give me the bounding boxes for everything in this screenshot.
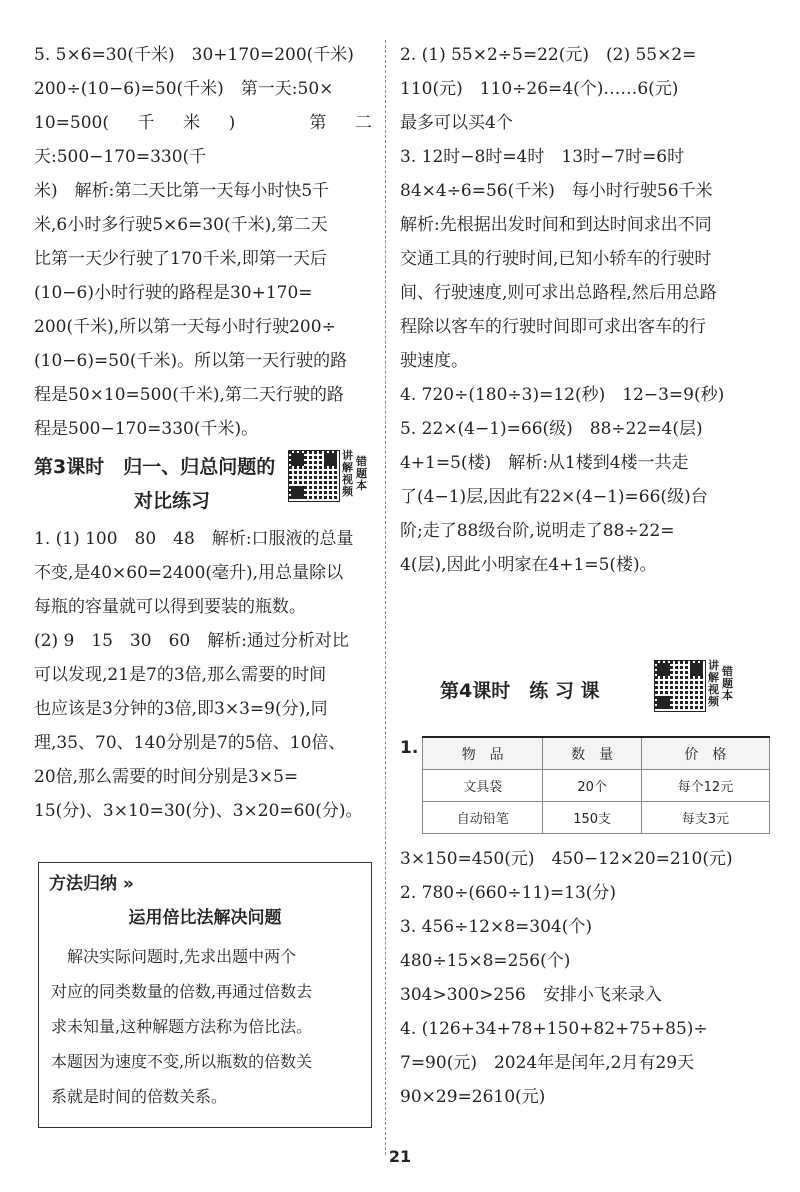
qr-char: 本: [722, 689, 733, 702]
text-line: 3. 12时−8时=4时 13时−7时=6时: [400, 147, 685, 167]
box-subtitle: 运用倍比法解决问题: [128, 908, 282, 928]
table-cell: 20个: [543, 770, 641, 802]
text-line: 90×29=2610(元): [400, 1087, 546, 1107]
text-line: 比第一天少行驶了170千米,即第一天后: [34, 249, 327, 269]
text-line: 本题因为速度不变,所以瓶数的倍数关: [51, 1052, 313, 1071]
qr-char: 题: [722, 677, 733, 690]
text-line: 阶;走了88级台阶,说明走了88÷22=: [400, 521, 675, 541]
qr-code-icon[interactable]: [654, 660, 706, 712]
qr-char: 解: [342, 461, 353, 474]
text-line: 2. 780÷(660÷11)=13(分): [400, 883, 617, 903]
table-header: 价 格: [641, 737, 769, 770]
text-line: 4. 720÷(180÷3)=12(秒) 12−3=9(秒): [400, 385, 725, 405]
text-line: 10=500(千米) 第二天:500−170=330(千: [34, 113, 372, 167]
text-line: 程是500−170=330(千米)。: [34, 419, 259, 439]
table-header: 数 量: [543, 737, 641, 770]
table-cell: 自动铅笔: [423, 802, 543, 834]
text-line: 米,6小时多行驶5×6=30(千米),第二天: [34, 215, 328, 235]
table-header-row: [423, 737, 770, 770]
qr-char: 解: [708, 671, 719, 684]
text-line: 每瓶的容量就可以得到要装的瓶数。: [34, 597, 306, 617]
text-line: 200÷(10−6)=50(千米) 第一天:50×: [34, 79, 334, 99]
text-line: 3×150=450(元) 450−12×20=210(元): [400, 849, 733, 869]
lesson-4-heading: [400, 656, 772, 726]
text-line: 解析:先根据出发时间和到达时间求出不同: [400, 215, 712, 235]
left-column: [34, 38, 372, 828]
text-line: 间、行驶速度,则可求出总路程,然后用总路: [400, 283, 717, 303]
text-line: 200(千米),所以第一天每小时行驶200÷: [34, 317, 336, 337]
qr-char: 讲: [342, 449, 353, 462]
column-divider: [385, 40, 386, 1155]
qr-char: 讲: [708, 659, 719, 672]
qr-char: 视: [708, 683, 719, 696]
table-cell: 每支3元: [641, 802, 769, 834]
answers-q2-q5: [400, 38, 772, 582]
qr-char: 题: [356, 467, 367, 480]
text-line: 4(层),因此小明家在4+1=5(楼)。: [400, 555, 657, 575]
text-line: 系就是时间的倍数关系。: [51, 1087, 228, 1106]
text-line: 程是50×10=500(千米),第二天行驶的路: [34, 385, 344, 405]
table-cell: 每个12元: [641, 770, 769, 802]
table-cell: 文具袋: [423, 770, 543, 802]
qr-char: 视: [342, 473, 353, 486]
text-line: 3. 456÷12×8=304(个): [400, 917, 592, 937]
text-line: 程除以客车的行驶时间即可求出客车的行: [400, 317, 706, 337]
text-line: 2. (1) 55×2÷5=22(元) (2) 55×2=: [400, 45, 697, 65]
page-number: 21: [388, 1147, 412, 1166]
text-line: 304>300>256 安排小飞来录入: [400, 985, 662, 1005]
text-line: 5. 5×6=30(千米) 30+170=200(千米): [34, 45, 354, 65]
qr-char: 本: [356, 479, 367, 492]
text-line: 也应该是3分钟的3倍,即3×3=9(分),同: [34, 699, 328, 719]
qr-char: 频: [342, 485, 353, 498]
answer-q1: [34, 522, 372, 828]
qr-code-icon[interactable]: [288, 450, 340, 502]
text-line: 5. 22×(4−1)=66(级) 88÷22=4(层): [400, 419, 703, 439]
text-line: 解决实际问题时,先求出题中两个: [51, 947, 297, 966]
table-cell: 150支: [543, 802, 641, 834]
text-line: 最多可以买4个: [400, 113, 513, 133]
text-line: 15(分)、3×10=30(分)、3×20=60(分)。: [34, 801, 363, 821]
lesson-title-line2: 对比练习: [134, 490, 211, 512]
answer-q5: [34, 38, 372, 446]
text-line: 480÷15×8=256(个): [400, 951, 571, 971]
text-line: 不变,是40×60=2400(毫升),用总量除以: [34, 563, 344, 583]
text-line: 20倍,那么需要的时间分别是3×5=: [34, 767, 299, 787]
text-line: 了(4−1)层,因此有22×(4−1)=66(级)台: [400, 487, 708, 507]
table-row: [423, 802, 770, 834]
lesson-title: 第4课时 练 习 课: [440, 680, 600, 702]
qr-char: 错: [356, 455, 367, 468]
box-title: 方法归纳 »: [49, 874, 134, 894]
text-line: 交通工具的行驶时间,已知小轿车的行驶时: [400, 249, 712, 269]
text-line: 7=90(元) 2024年是闰年,2月有29天: [400, 1053, 695, 1073]
text-line: (10−6)=50(千米)。所以第一天行驶的路: [34, 351, 348, 371]
text-line: 可以发现,21是7的3倍,那么需要的时间: [34, 665, 327, 685]
qr-char: 错: [722, 665, 733, 678]
lesson-3-heading: [34, 446, 372, 516]
table-header: 物 品: [423, 737, 543, 770]
text-line: 110(元) 110÷26=4(个)……6(元): [400, 79, 679, 99]
table-question-number: 1.: [400, 738, 419, 758]
text-line: 1. (1) 100 80 48 解析:口服液的总量: [34, 529, 354, 549]
text-line: 驶速度。: [400, 351, 468, 371]
box-body: [51, 939, 361, 1114]
text-line: 84×4÷6=56(千米) 每小时行驶56千米: [400, 181, 713, 201]
item-price-table: [422, 736, 770, 834]
text-line: 米) 解析:第二天比第一天每小时快5千: [34, 181, 330, 201]
lesson-title-line1: 第3课时 归一、归总问题的: [34, 456, 276, 478]
text-line: 对应的同类数量的倍数,再通过倍数去: [51, 982, 313, 1001]
right-column: [400, 38, 772, 582]
text-line: (2) 9 15 30 60 解析:通过分析对比: [34, 631, 349, 651]
answers-lesson4: [400, 842, 772, 1114]
text-line: 求未知量,这种解题方法称为倍比法。: [51, 1017, 313, 1036]
qr-char: 频: [708, 695, 719, 708]
text-line: 4. (126+34+78+150+82+75+85)÷: [400, 1019, 708, 1039]
method-summary-box: [38, 862, 372, 1128]
table-row: [423, 770, 770, 802]
text-line: (10−6)小时行驶的路程是30+170=: [34, 283, 313, 303]
text-line: 4+1=5(楼) 解析:从1楼到4楼一共走: [400, 453, 689, 473]
text-line: 理,35、70、140分别是7的5倍、10倍、: [34, 733, 346, 753]
